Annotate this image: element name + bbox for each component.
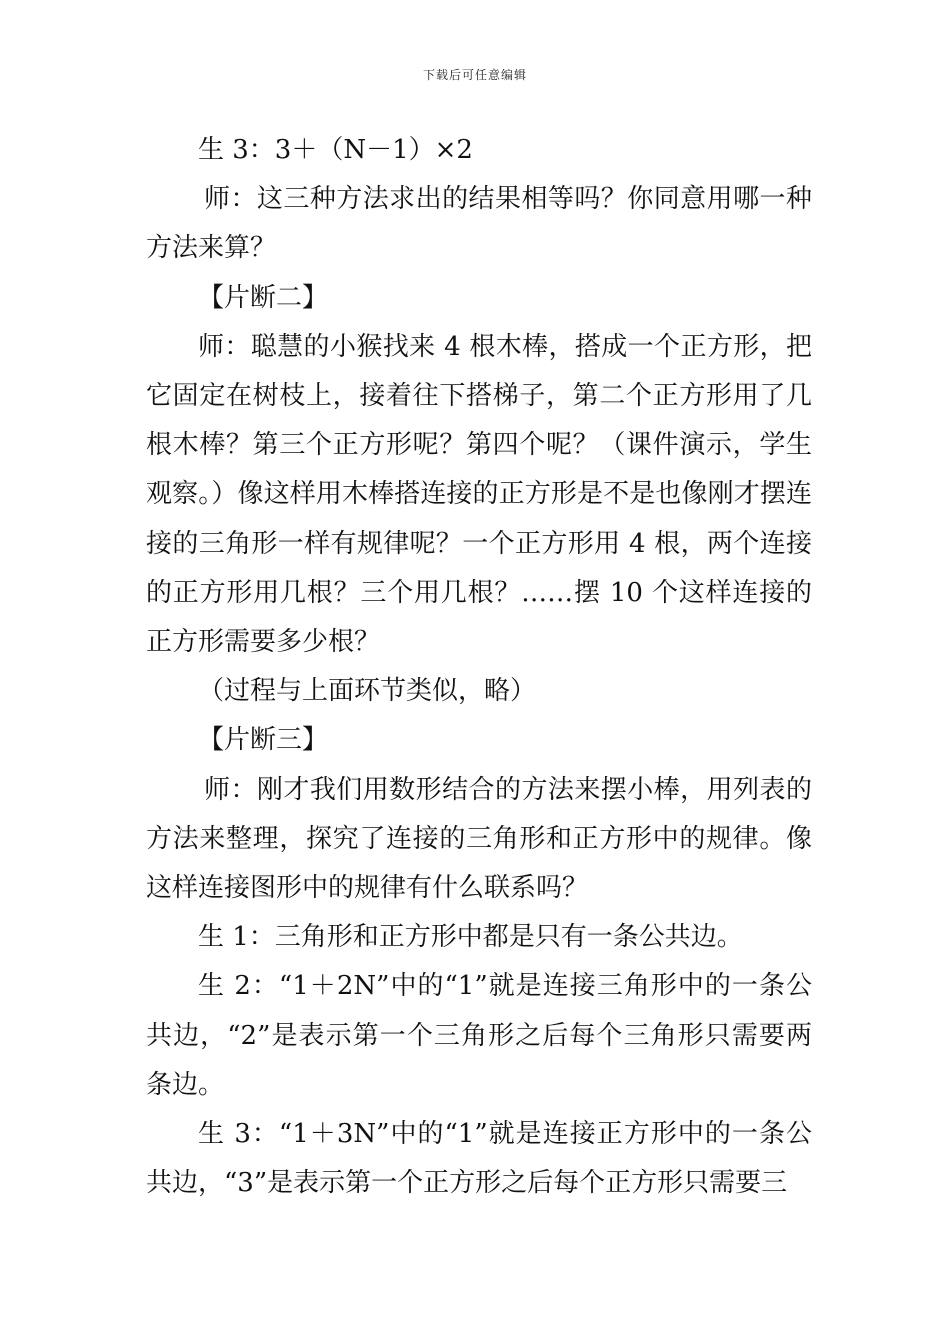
page-header: 下载后可任意编辑 <box>422 68 527 82</box>
section-heading-fragment-2: 【片断二】 <box>198 282 329 313</box>
paragraph-student3-formula: 生 3：3＋（N－1）×2 <box>198 135 473 165</box>
paragraph-student1-answer: 生 1：三角形和正方形中都是只有一条公共边。 <box>198 922 743 953</box>
document-body <box>146 126 812 1208</box>
paragraph-teacher-question-methods: 师：这三种方法求出的结果相等吗？你同意用哪一种方法来算？ <box>146 184 812 264</box>
paragraph-student3-answer: 生 3：“1＋3N”中的“1”就是连接正方形中的一条公共边，“3”是表示第一个正方形之后每个正方形只需要三 <box>146 1119 812 1199</box>
paragraph-student2-answer: 生 2：“1＋2N”中的“1”就是连接三角形中的一条公共边，“2”是表示第一个三角形之后每个三角形只需要两条边。 <box>146 971 812 1100</box>
paragraph-process-omitted: （过程与上面环节类似，略） <box>198 676 537 707</box>
paragraph-teacher-monkey-squares: 师：聪慧的小猴找来 4 根木棒，搭成一个正方形，把它固定在树枝上，接着往下搭梯子，第二个正方形用了几根木棒？第三个正方形呢？第四个呢？（课件演示，学生观察。）像这样用木棒搭连接的正方形是不是也像刚才摆连接的三角形一样有规律呢？一个正方形用 4 根，两个连接的正方形用几根？三个用几根？……摆 10 个这样连接的正方形需要多少根？ <box>146 331 812 658</box>
section-heading-fragment-3: 【片断三】 <box>198 725 329 756</box>
paragraph-teacher-connection-question: 师：刚才我们用数形结合的方法来摆小棒，用列表的方法来整理，探究了连接的三角形和正方形中的规律。像这样连接图形中的规律有什么联系吗？ <box>146 774 812 904</box>
